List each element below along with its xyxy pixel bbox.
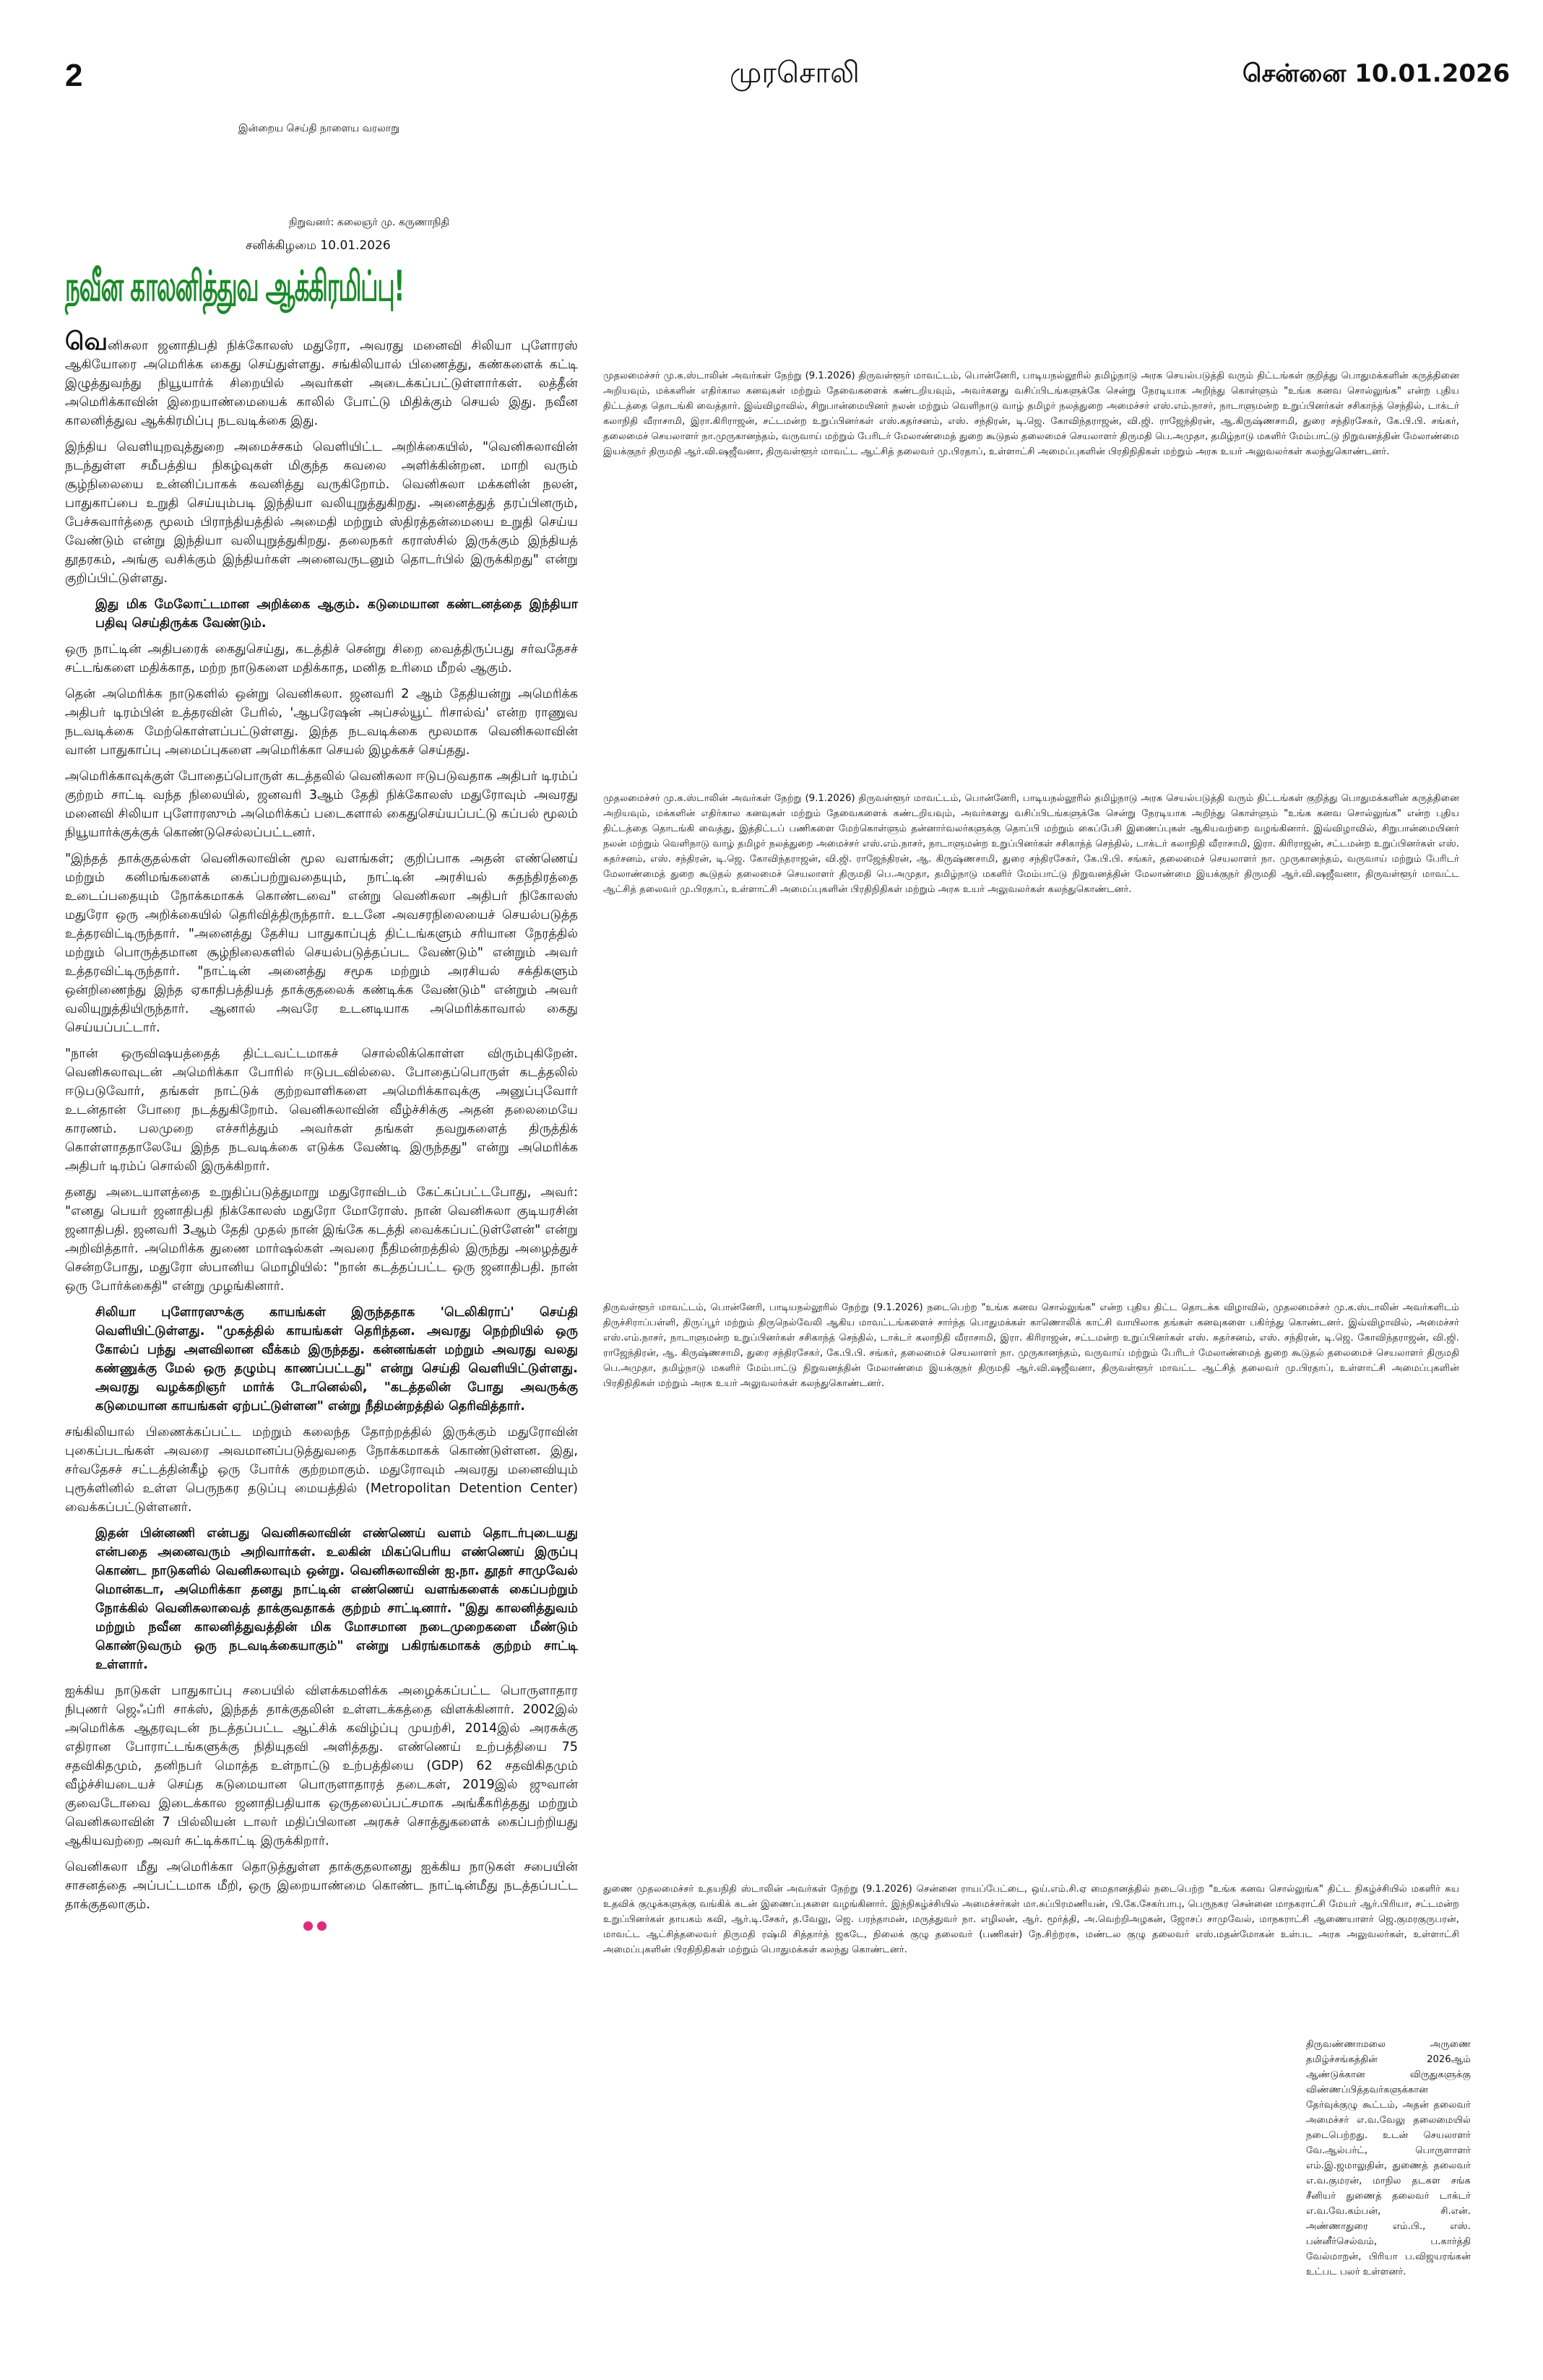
masthead-day-date: சனிக்கிழமை 10.01.2026	[246, 238, 391, 253]
editorial-paragraph: தென் அமெரிக்க நாடுகளில் ஒன்று வெனிசுலா. ஜனவரி 2 ஆம் தேதியன்று அமெரிக்க அதிபர் டிரம்பின் உத்தரவின் பேரில், 'ஆபரேஷன் அப்சல்யூட் ரிசால்வ்' என்ற ராணுவ நடவடிக்கை மேற்கொள்ளப்பட்டுள்ளது. இந்த நடவடிக்கை மூலமாக வெனிசுலாவின் வான் பாதுகாப்பு அமைப்புகளை அமெரிக்கா செயல் இழக்கச் செய்தது.	[65, 687, 578, 758]
end-dot	[317, 1921, 327, 1931]
editorial-paragraph: ஒரு நாட்டின் அதிபரைக் கைதுசெய்து, கடத்திச் சென்று சிறை வைத்திருப்பது சர்வதேசச் சட்டங்களை மதிக்காத, மற்ற நாடுகளை மதிக்காத, மனித உரிமை மீறல் ஆகும்.	[65, 642, 578, 675]
newspaper-name: முரசொலி	[730, 56, 860, 90]
editorial-highlight: இதன் பின்னணி என்பது வெனிசுலாவின் எண்ணெய் வளம் தொடர்புடையது என்பதை அனைவரும் அறிவார்கள். உலகின் மிகப்பெரிய எண்ணெய் இருப்பு கொண்ட நாடுகளில் வெனிசுலாவும் ஒன்று. வெனிசுலாவின் ஐ.நா. தூதர் சாமுவேல் மொன்கடா, அமெரிக்கா தனது நாட்டின் எண்ணெய் வளங்களைக் கைப்பற்றும் நோக்கில் வெனிசுலாவைத் தாக்குவதாகக் குற்றம் சாட்டினார். "இது காலனித்துவம் மற்றும் நவீன காலனித்துவத்தின் மிக மோசமான நடைமுறைகளை மீண்டும் கொண்டுவரும் ஒரு நடவடிக்கையாகும்" என்று பகிரங்கமாகக் குற்றம் சாட்டி உள்ளார்.	[95, 1526, 578, 1672]
photo-caption: முதலமைச்சர் மு.க.ஸ்டாலின் அவர்கள் நேற்று (9.1.2026) திருவள்ளூர் மாவட்டம், பொன்னேரி, பாடியநல்லூரில் தமிழ்நாடு அரசு செயல்படுத்தி வரும் திட்டங்கள் குறித்து பொதுமக்களின் கருத்தினை அறியவும், மக்களின் எதிர்கால கனவுகள் மற்றும் தேவைகளைக் கண்டறியவும், அவர்களது வசிப்பிடங்களுக்கே சென்று நேரடியாக அறிந்து கொள்ளும் "உங்க கனவ சொல்லுங்க" என்ற புதிய திட்டத்தை தொடங்கி வைத்து, இத்திட்டப் பணிகளை மேற்கொள்ளும் தன்னார்வலர்களுக்கு தொப்பி மற்றும் கைப்பேசி இணைப்புகள் ஆகியவற்றை வழங்கினார். இவ்விழாவில், சிறுபான்மையினர் நலன் மற்றும் வெளிநாடு வாழ் தமிழர் நலத்துறை அமைச்சர் எஸ்.எம்.நாசர், நாடாளுமன்ற உறுப்பினர்கள் சசிகாந்த் செந்தில், டாக்டர் கலாநிதி வீராசாமி, இரா. கிரிராஜன், சட்டமன்ற உறுப்பினர்கள் எஸ். சுதர்சனம், எஸ். சந்திரன், டி.ஜெ. கோவிந்தராஜன், வி.ஜி. ராஜேந்திரன், ஆ. கிருஷ்ணசாமி, துரை சந்திரசேகர், கே.பி.பி. சங்கர், தலைமைச் செயலாளர் நா. முருகானந்தம், வருவாய் மற்றும் பேரிடர் மேலாண்மைத் துறை கூடுதல் தலைமைச் செயலாளர் திருமதி பெ.அமுதா, தமிழ்நாடு மகளிர் மேம்பாட்டு நிறுவனத்தின் மேலாண்மை இயக்குநர் திருமதி ஆர்.வி.ஷஜீவனா, திருவள்ளூர் மாவட்ட ஆட்சித் தலைவர் மு.பிரதாப், உள்ளாட்சி அமைப்புகளின் பிரதிநிதிகள் மற்றும் அரசு உயர் அலுவலர்கள் கலந்துகொண்டனர்.	[603, 793, 1459, 895]
photo-caption: திருவள்ளூர் மாவட்டம், பொன்னேரி, பாடியநல்லூரில் நேற்று (9.1.2026) நடைபெற்ற "உங்க கனவ சொல்லுங்க" என்ற புதிய திட்ட தொடக்க விழாவில், முதலமைச்சர் மு.க.ஸ்டாலின் அவர்களிடம் திருச்சிராப்பள்ளி, திருப்பூர் மற்றும் திருநெல்வேலி ஆகிய மாவட்டங்களைச் சார்ந்த பொதுமக்கள் காணொலிக் காட்சி வாயிலாக தங்கள் கனவுகளை பகிர்ந்து கொண்டனர். இவ்விழாவில், அமைச்சர் எஸ்.எம்.நாசர், நாடாளுமன்ற உறுப்பினர்கள் சசிகாந்த் செந்தில், டாக்டர் கலாநிதி வீராசாமி, இரா. கிரிராஜன், சட்டமன்ற உறுப்பினர்கள் எஸ். சுதர்சனம், எஸ். சந்திரன், டி.ஜெ. கோவிந்தராஜன், வி.ஜி. ராஜேந்திரன், ஆ. கிருஷ்ணசாமி, துரை சந்திரசேகர், கே.பி.பி. சங்கர், தலைமைச் செயலாளர் நா. முருகானந்தம், வருவாய் மற்றும் பேரிடர் மேலாண்மைத் துறை கூடுதல் தலைமைச் செயலாளர் திருமதி பெ.அமுதா, தமிழ்நாடு மகளிர் மேம்பாட்டு நிறுவனத்தின் மேலாண்மை இயக்குநர் திருமதி ஆர்.வி.ஷஜீவனா, திருவள்ளூர் மாவட்ட ஆட்சித் தலைவர் மு.பிரதாப், உள்ளாட்சி அமைப்புகளின் பிரதிநிதிகள் மற்றும் அரசு உயர் அலுவலர்கள் கலந்துகொண்டனர்.	[603, 1302, 1459, 1389]
masthead-founder: நிறுவனர்: கலைஞர் மு. கருணாநிதி	[289, 217, 449, 228]
editorial-paragraph: ஐக்கிய நாடுகள் பாதுகாப்பு சபையில் விளக்கமளிக்க அழைக்கப்பட்ட பொருளாதார நிபுணர் ஜெஃப்ரி சாக்ஸ், இந்தத் தாக்குதலின் உள்ளடக்கத்தை விளக்கினார். 2002இல் அமெரிக்க ஆதரவுடன் நடத்தப்பட்ட ஆட்சிக் கவிழ்ப்பு முயற்சி, 2014இல் அரசுக்கு எதிரான போராட்டங்களுக்கு நிதியுதவி அளித்தது. எண்ணெய் உற்பத்தியை 75 சதவிகிதமும், தனிநபர் மொத்த உள்நாட்டு உற்பத்தியை (GDP) 62 சதவிகிதமும் வீழ்ச்சியடையச் செய்த கடுமையான பொருளாதாரத் தடைகள், 2019இல் ஜுவான் குவைடோவை இடைக்கால ஜனாதிபதியாக ஒருதலைப்பட்சமாக அங்கீகரித்தது மற்றும் வெனிசுலாவின் 7 பில்லியன் டாலர் மதிப்பிலான அரசுச் சொத்துகளைக் கைப்பற்றியது ஆகியவற்றை அவர் சுட்டிக்காட்டி இருக்கிறார்.	[65, 1684, 578, 1848]
editorial-highlight: சிலியா புளோரஸுக்கு காயங்கள் இருந்ததாக 'டெலிகிராப்' செய்தி வெளியிட்டுள்ளது. "முகத்தில் காயங்கள் தெரிந்தன. அவரது நெற்றியில் ஒரு கோல்ப் பந்து அளவிலான வீக்கம் இருந்தது. கன்னங்கள் மற்றும் அவரது வலது கண்ணுக்கு மேல் ஒரு தழும்பு காணப்பட்டது" என்று செய்தி வெளியிட்டுள்ளது. அவரது வழக்கறிஞர் மார்க் டோனெல்லி, "கடத்தலின் போது அவருக்கு கடுமையான காயங்கள் ஏற்பட்டுள்ளன" என்று நீதிமன்றத்தில் தெரிவித்தார்.	[95, 1305, 578, 1414]
masthead-slogan: இன்றைய செய்தி நாளைய வரலாறு	[238, 123, 399, 134]
drop-cap: வெ	[65, 327, 108, 356]
side-news-note: திருவண்ணாமலை அருணை தமிழ்ச்சங்கத்தின் 2026ஆம் ஆண்டுக்கான விருதுகளுக்கு விண்ணப்பித்தவர்களுக்கான தேர்வுக்குழு கூட்டம், அதன் தலைவர் அமைச்சர் எ.வ.வேலு தலைமையில் நடைபெற்றது. உடன் செயலாளர் வே.ஆல்பர்ட், பொருளாளர் எம்.இ.ஜமாலுதின், துணைத் தலைவர் எ.வ.குமரன், மாநில தடகள சங்க சீனியர் துணைத் தலைவர் டாக்டர் எ.வ.வே.கம்பன், சி.என். அண்ணாதுரை எம்.பி., எஸ். பன்னீர்செல்வம், ப.கார்த்தி வேல்மாறன், பிரியா ப.விஜயரங்கன் உட்பட பலர் உள்ளனர்.	[1306, 2039, 1471, 2277]
editorial-paragraph: சங்கிலியால் பிணைக்கப்பட்ட மற்றும் கலைந்த தோற்றத்தில் இருக்கும் மதுரோவின் புகைப்படங்கள் அவரை அவமானப்படுத்துவதை நோக்கமாகக் கொண்டுள்ளன. இது, சர்வதேசச் சட்டத்தின்கீழ் ஒரு போர்க் குற்றமாகும். மதுரோவும் அவரது மனைவியும் புரூக்ளினில் உள்ள பெருநகர தடுப்பு மையத்தில் (Metropolitan Detention Center) வைக்கப்பட்டுள்ளனர்.	[65, 1425, 578, 1515]
page-number: 2	[65, 58, 83, 93]
end-dot	[303, 1921, 313, 1931]
photo-caption: துணை முதலமைச்சர் உதயநிதி ஸ்டாலின் அவர்கள் நேற்று (9.1.2026) சென்னை ராயப்பேட்டை, ஒய்.எம்.சி.ஏ மைதானத்தில் நடைபெற்ற "உங்க கனவ சொல்லுங்க" திட்ட நிகழ்ச்சியில் மகளிர் சுய உதவிக் குழுக்களுக்கு வங்கிக் கடன் இணைப்புகளை வழங்கினார். இந்நிகழ்ச்சியில் அமைச்சர்கள் மா.சுப்பிரமணியன், பி.கே.சேகர்பாபு, பெருநகர சென்னை மாநகராட்சி மேயர் ஆர்.பிரியா, சட்டமன்ற உறுப்பினர்கள் தாயகம் கவி, ஆர்.டி.சேகர், த.வேலு, ஜெ. பரந்தாமன், மருத்துவர் நா. எழிலன், ஆர். மூர்த்தி, அ.வெற்றிஅழகன், ஜோசப் சாமுவேல், மாநகராட்சி ஆணையாளர் ஜெ.குமரகுருபரன், மாவட்ட ஆட்சித்தலைவர் திருமதி ரஷ்மி சித்தார்த் ஜகடே, நிலைக் குழு தலைவர் (பணிகள்) நே.சிற்றரசு, மண்டல குழு தலைவர் எஸ்.மதன்மோகன் உள்பட அரசு அலுவலர்கள், உள்ளாட்சி அமைப்புகளின் பிரதிநிதிகள் மற்றும் பொதுமக்கள் கலந்து கொண்டனர்.	[603, 1884, 1459, 1955]
editorial-highlight: இது மிக மேலோட்டமான அறிக்கை ஆகும். கடுமையான கண்டனத்தை இந்தியா பதிவு செய்திருக்க வேண்டும்.	[95, 597, 578, 631]
editorial-paragraph: இந்திய வெளியுறவுத்துறை அமைச்சகம் வெளியிட்ட அறிக்கையில், "வெனிசுலாவின் நடந்துள்ள சமீபத்திய நிகழ்வுகள் மிகுந்த கவலை அளிக்கின்றன. மாறி வரும் சூழ்நிலையை உன்னிப்பாகக் கவனித்து வருகிறோம். வெனிசுலா மக்களின் நலன், பாதுகாப்பை உறுதி செய்யும்படி இந்தியா வலியுறுத்துகிறது. அனைத்துத் தரப்பினரும், பேச்சுவார்த்தை மூலம் பிராந்தியத்தில் அமைதி மற்றும் ஸ்திரத்தன்மையை உறுதி செய்ய வேண்டும் என்று இந்தியா வலியுறுத்துகிறது. தலைநகர் கராஸ்சில் இருக்கும் இந்தியத் தூதரகம், அங்கு வசிக்கும் இந்தியர்கள் அனைவருடனும் தொடர்பில் இருக்கிறது" என்று குறிப்பிட்டுள்ளது.	[65, 440, 578, 586]
editorial-paragraph: வெனிசுலா மீது அமெரிக்கா தொடுத்துள்ள தாக்குதலானது ஐக்கிய நாடுகள் சபையின் சாசனத்தை அப்பட்டமாக மீறி, ஒரு இறையாண்மை கொண்ட நாட்டின்மீது நடத்தப்பட்ட தாக்குதலாகும்.	[65, 1860, 578, 1912]
photo-caption: முதலமைச்சர் மு.க.ஸ்டாலின் அவர்கள் நேற்று (9.1.2026) திருவள்ளூர் மாவட்டம், பொன்னேரி, பாடியநல்லூரில் தமிழ்நாடு அரசு செயல்படுத்தி வரும் திட்டங்கள் குறித்து பொதுமக்களின் கருத்தினை அறியவும், மக்களின் எதிர்கால கனவுகள் மற்றும் தேவைகளைக் கண்டறியவும், அவர்களது வசிப்பிடங்களுக்கே சென்று நேரடியாக அறிந்து கொள்ளும் "உங்க கனவ சொல்லுங்க" என்ற புதிய திட்டத்தை தொடங்கி வைத்தார். இவ்விழாவில், சிறுபான்மையினர் நலன் மற்றும் வெளிநாடு வாழ் தமிழர் நலத்துறை அமைச்சர் எஸ்.எம்.நாசர், நாடாளுமன்ற உறுப்பினர்கள் சசிகாந்த் செந்தில், டாக்டர் கலாநிதி வீராசாமி, இரா.கிரிராஜன், சட்டமன்ற உறுப்பினர்கள் எஸ்.சுதர்சனம், எஸ். சந்திரன், டி.ஜெ. கோவிந்தராஜன், வி.ஜி. ராஜேந்திரன், ஆ.கிருஷ்ணசாமி, துரை சந்திரசேகர், கே.பி.பி. சங்கர், தலைமைச் செயலாளர் நா.முருகானந்தம், வருவாய் மற்றும் பேரிடர் மேலாண்மைத் துறை கூடுதல் தலைமைச் செயலாளர் திருமதி பெ.அமுதா, தமிழ்நாடு மகளிர் மேம்பாட்டு நிறுவனத்தின் மேலாண்மை இயக்குநர் திருமதி ஆர்.வி.ஷஜீவனா, திருவள்ளூர் மாவட்ட ஆட்சித் தலைவர் மு.பிரதாப், உள்ளாட்சி அமைப்புகளின் பிரதிநிதிகள் மற்றும் அரசு உயர் அலுவலர்கள் கலந்துகொண்டனர்.	[603, 371, 1459, 457]
editorial-paragraph: "இந்தத் தாக்குதல்கள் வெனிசுலாவின் மூல வளங்கள்; குறிப்பாக அதன் எண்ணெய் மற்றும் கனிமங்களைக் கைப்பற்றுவதையும், நாட்டின் அரசியல் சுதந்திரத்தை உடைப்பதையும் நோக்கமாகக் கொண்டவை" என்று வெனிசுலா அதிபர் நிகோலஸ் மதுரோ ஒரு அறிக்கையில் தெரிவித்திருந்தார். உடனே அவசரநிலையைச் செயல்படுத்த உத்தரவிட்டிருந்தார். "அனைத்து தேசிய பாதுகாப்புத் திட்டங்களும் சரியான நேரத்தில் மற்றும் பொருத்தமான சூழ்நிலைகளில் செயல்படுத்தப்பட வேண்டும்" என்றும் அவர் உத்தரவிட்டிருந்தார். "நாட்டின் அனைத்து சமூக மற்றும் அரசியல் சக்திகளும் ஒன்றிணைந்து இந்த ஏகாதிபத்தியத் தாக்குதலைக் கண்டிக்க வேண்டும்" என்றும் அவர் வலியுறுத்தியிருந்தார். ஆனால் அவரே உடனடியாக அமெரிக்காவால் கைது செய்யப்பட்டார்.	[65, 852, 578, 1035]
editorial-first-paragraph	[65, 327, 578, 430]
city-date: சென்னை 10.01.2026	[1242, 59, 1510, 88]
editorial-body	[65, 327, 578, 1931]
editorial-paragraph: அமெரிக்காவுக்குள் போதைப்பொருள் கடத்தலில் வெனிசுலா ஈடுபடுவதாக அதிபர் டிரம்ப் குற்றம் சாட்டி வந்த நிலையில், ஜனவரி 3ஆம் தேதி நிக்கோலஸ் மதுரோவும் அவரது மனைவி சிலியா புளோரஸும் அமெரிக்கப் படைகளால் கைதுசெய்யப்பட்டு கப்பல் மூலம் நியூயார்க்குக்குக் கொண்டுசெல்லப்பட்டனர்.	[65, 769, 578, 840]
editorial-paragraph: "நான் ஒருவிஷயத்தைத் திட்டவட்டமாகச் சொல்லிக்கொள்ள விரும்புகிறேன். வெனிசுலாவுடன் அமெரிக்கா போரில் ஈடுபடவில்லை. போதைப்பொருள் கடத்தலில் ஈடுபடுவோர், தங்கள் நாட்டுக் குற்றவாளிகளை அமெரிக்காவுக்கு அனுப்புவோர் உடன்தான் போரை நடத்துகிறோம். வெனிசுலாவின் வீழ்ச்சிக்கு அதன் தலைமையே காரணம். பலமுறை எச்சரித்தும் அவர்கள் தங்கள் தவறுகளைத் திருத்திக் கொள்ளாததாலேயே இந்த நடவடிக்கை எடுக்க வேண்டி இருந்தது" என்று அமெரிக்க அதிபர் டிரம்ப் சொல்லி இருக்கிறார்.	[65, 1047, 578, 1174]
editorial-headline: நவீன காலனித்துவ ஆக்கிரமிப்பு!	[65, 261, 405, 311]
first-paragraph-text: னிசுலா ஜனாதிபதி நிக்கோலஸ் மதுரோ, அவரது மனைவி சிலியா புளோரஸ் ஆகியோரை அமெரிக்க கைது செய்துள்ளது. சங்கிலியால் பிணைத்து, கண்களைக் கட்டி இழுத்துவந்து நியூயார்க் சிறையில் அவர்கள் அடைக்கப்பட்டுள்ளார்கள். லத்தீன் அமெரிக்காவின் இறையாண்மையைக் காலில் போட்டு மிதிக்கும் செயல் இது. நவீன காலனித்துவ ஆக்கிரமிப்பு நடவடிக்கை இது.	[65, 339, 578, 428]
editorial-paragraph: தனது அடையாளத்தை உறுதிப்படுத்துமாறு மதுரோவிடம் கேட்கப்பட்டபோது, அவர்: "எனது பெயர் ஜனாதிபதி நிக்கோலஸ் மதுரோ மோரோஸ். நான் வெனிசுலா குடியரசின் ஜனாதிபதி. ஜனவரி 3ஆம் தேதி முதல் நான் இங்கே கடத்தி வைக்கப்பட்டுள்ளேன்" என்று அறிவித்தார். அமெரிக்க துணை மார்ஷல்கள் அவரை நீதிமன்றத்தில் இருந்து அழைத்துச் சென்றபோது, மதுரோ ஸ்பானிய மொழியில்: "நான் கடத்தப்பட்ட ஒரு ஜனாதிபதி. நான் ஒரு போர்க்கைதி" என்று முழங்கினார்.	[65, 1185, 578, 1294]
end-marker	[65, 1921, 578, 1931]
